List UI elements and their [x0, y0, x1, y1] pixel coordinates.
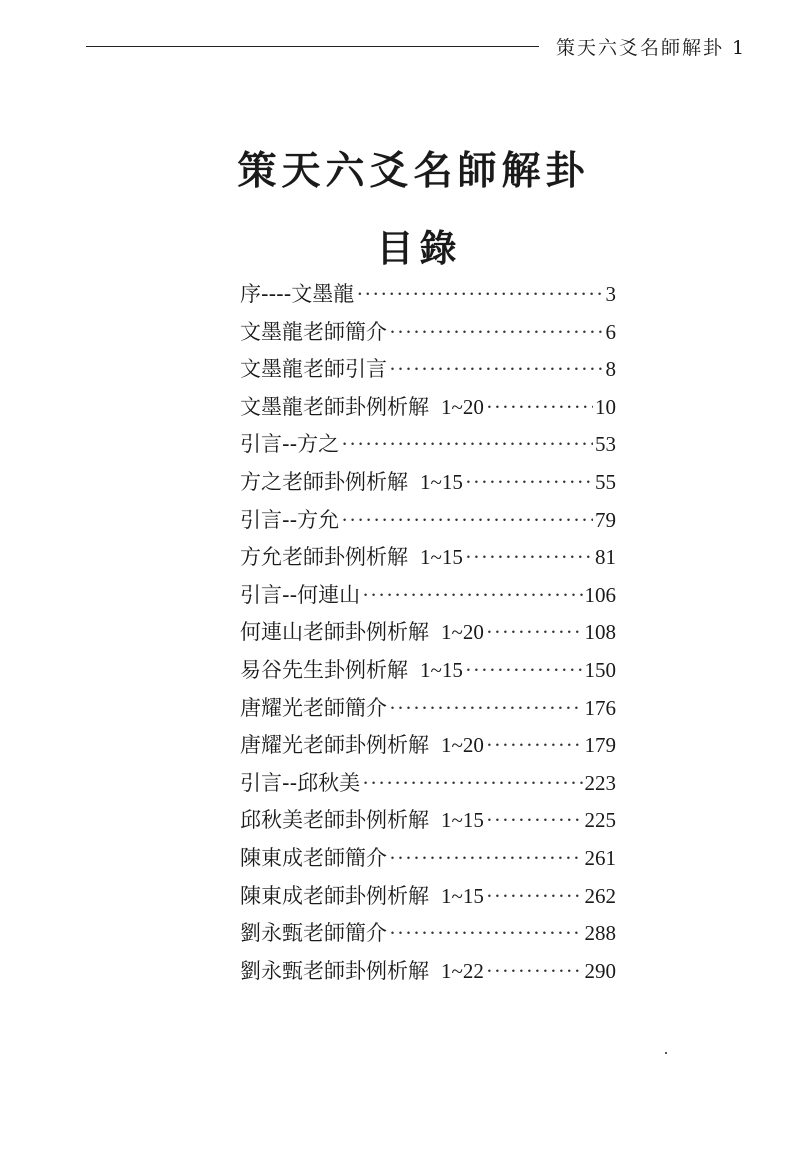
dot-leader	[389, 921, 583, 946]
toc-entry-label: 唐耀光老師卦例析解	[240, 733, 429, 758]
toc-entry-label: 引言--方允	[240, 507, 340, 532]
toc-entry[interactable]	[240, 541, 616, 579]
toc-page-number: 225	[584, 808, 616, 833]
toc-entry[interactable]	[240, 842, 616, 880]
toc-entry-label: 序----文墨龍	[240, 282, 355, 306]
toc-entry-label: 唐耀光老師簡介	[240, 695, 387, 720]
toc-heading: 目錄	[376, 226, 463, 270]
dot-leader	[465, 470, 593, 495]
toc-entry-label: 陳東成老師簡介	[240, 845, 387, 870]
toc-page-number: 290	[584, 958, 616, 983]
toc-entry[interactable]	[240, 729, 616, 767]
toc-entry-label: 引言--何連山	[240, 582, 361, 607]
toc-entry-label: 引言--方之	[240, 432, 340, 457]
toc-entry-label: 陳東成老師卦例析解	[240, 883, 429, 908]
dot-leader	[486, 959, 583, 984]
toc-entry[interactable]	[240, 316, 616, 354]
toc-page-number: 223	[584, 770, 616, 795]
dot-leader	[389, 846, 583, 871]
running-head: 策天六爻名師解卦 1	[556, 37, 747, 59]
toc-page-number: 55	[595, 469, 616, 494]
toc-entry-range: 1~15	[420, 545, 463, 570]
toc-entry[interactable]	[240, 353, 616, 391]
dot-leader	[389, 320, 604, 345]
toc-entry[interactable]	[240, 654, 616, 692]
scan-speck	[665, 1052, 667, 1054]
dot-leader	[486, 395, 593, 420]
toc-entry[interactable]	[240, 880, 616, 918]
toc-entry[interactable]	[240, 616, 616, 654]
dot-leader	[362, 583, 582, 608]
toc-entry-range: 1~22	[441, 958, 484, 983]
toc-entry[interactable]	[240, 955, 616, 993]
toc-page-number: 176	[584, 695, 616, 720]
toc-page-number: 6	[605, 319, 616, 344]
toc-entry-label: 邱秋美老師卦例析解	[240, 808, 429, 833]
toc-entry[interactable]	[240, 278, 616, 316]
toc-entry-label: 文墨龍老師簡介	[240, 319, 387, 344]
toc-entry-label: 易谷先生卦例析解	[240, 657, 408, 682]
toc-entry-range: 1~20	[441, 620, 484, 645]
toc-page-number: 179	[584, 733, 616, 758]
dot-leader	[389, 696, 583, 721]
toc-entry-range: 1~15	[441, 808, 484, 833]
toc-page-number: 3	[605, 282, 616, 306]
toc-entry[interactable]	[240, 767, 616, 805]
toc-entry-label: 何連山老師卦例析解	[240, 620, 429, 645]
toc-entry-label: 引言--邱秋美	[240, 770, 361, 795]
toc-entry-range: 1~20	[441, 733, 484, 758]
toc-entry-label: 方之老師卦例析解	[240, 469, 408, 494]
dot-leader	[341, 508, 593, 533]
toc-entry-label: 劉永甄老師卦例析解	[240, 958, 429, 983]
toc-entry-label: 方允老師卦例析解	[240, 545, 408, 570]
toc-page-number: 10	[595, 394, 616, 419]
toc-page-number: 261	[584, 845, 616, 870]
toc-entry[interactable]	[240, 692, 616, 730]
dot-leader	[356, 282, 603, 307]
toc-entry-label: 文墨龍老師引言	[240, 357, 387, 382]
toc-entry[interactable]	[240, 466, 616, 504]
dot-leader	[486, 733, 583, 758]
toc-entry-label: 文墨龍老師卦例析解	[240, 394, 429, 419]
dot-leader	[486, 808, 583, 833]
toc-page-number: 79	[595, 507, 616, 532]
toc-entry[interactable]	[240, 504, 616, 542]
toc-entry[interactable]	[240, 428, 616, 466]
toc-page-number: 106	[584, 582, 616, 607]
toc-entry[interactable]	[240, 804, 616, 842]
toc-entry-label: 劉永甄老師簡介	[240, 921, 387, 946]
book-title: 策天六爻名師解卦	[237, 148, 590, 194]
dot-leader	[341, 432, 593, 457]
toc-page-number: 81	[595, 545, 616, 570]
toc-page-number: 288	[584, 921, 616, 946]
toc-page-number: 8	[605, 357, 616, 382]
dot-leader	[465, 658, 583, 683]
dot-leader	[486, 884, 583, 909]
toc-entry[interactable]	[240, 579, 616, 617]
toc-page-number: 262	[584, 883, 616, 908]
toc-entry-range: 1~15	[441, 883, 484, 908]
toc-entry-range: 1~15	[420, 469, 463, 494]
table-of-contents	[240, 278, 616, 992]
toc-entry-range: 1~15	[420, 657, 463, 682]
dot-leader	[465, 545, 593, 570]
dot-leader	[486, 620, 583, 645]
toc-page-number: 108	[584, 620, 616, 645]
dot-leader	[362, 771, 582, 796]
dot-leader	[389, 357, 604, 382]
toc-entry[interactable]	[240, 391, 616, 429]
header-rule	[86, 46, 539, 47]
toc-entry[interactable]	[240, 917, 616, 955]
toc-page-number: 150	[584, 657, 616, 682]
toc-page-number: 53	[595, 432, 616, 457]
toc-entry-range: 1~20	[441, 394, 484, 419]
